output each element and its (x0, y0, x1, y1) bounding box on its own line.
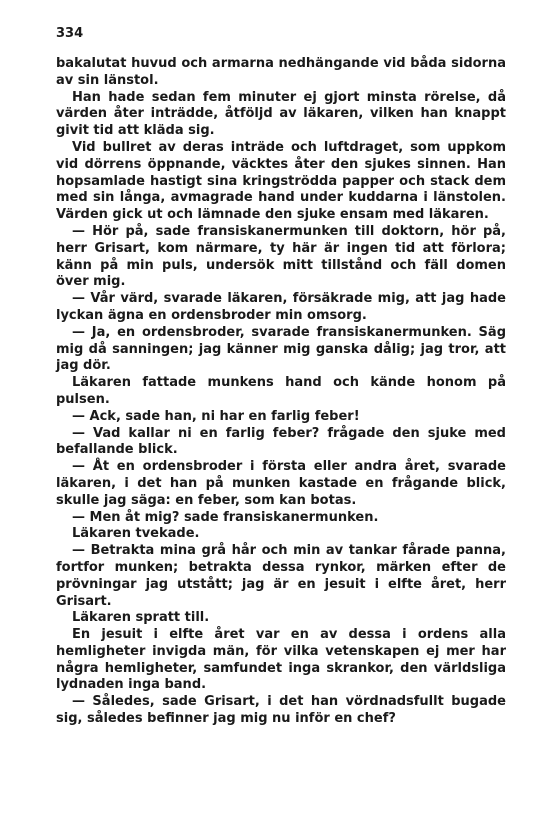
paragraph: — Ja, en ordensbroder, svarade fransiskanermunken. Säg mig då sanningen; jag känner mig ganska dålig; jag tror, att jag dör. (56, 324, 506, 374)
paragraph: bakalutat huvud och armarna nedhängande vid båda sidorna av sin länstol. (56, 56, 506, 88)
paragraph: — Hör på, sade fransiskanermunken till doktorn, hör på, herr Grisart, kom närmare, ty här är ingen tid att förlora; känn på min puls, undersök mitt tillstånd och fäll domen över mig. (56, 223, 506, 290)
paragraph: — Således, sade Grisart, i det han vördnadsfullt bugade sig, således befinner jag mig nu inför en chef? (56, 694, 506, 727)
paragraph: En jesuit i elfte året var en av dessa i ordens alla hemligheter invigda män, för vilka vetenskapen ej mer har några hemligheter, samfundet inga skrankor, den världsliga lydnaden inga band. (56, 627, 506, 693)
paragraph: Läkaren fattade munkens hand och kände honom på pulsen. (56, 375, 506, 407)
paragraph: — Betrakta mina grå hår och min av tankar fårade panna, fortfor munken; betrakta dessa rynkor, märken efter de prövningar jag utstått; jag är en jesuit i elfte året, herr Grisart. (56, 543, 506, 609)
paragraph: Läkaren spratt till. (72, 610, 210, 626)
paragraph: — Vår värd, svarade läkaren, försäkrade mig, att jag hade lyckan ägna en ordensbroder min omsorg. (56, 291, 506, 323)
paragraph: — Åt en ordensbroder i första eller andra året, svarade läkaren, i det han på munken kastade en frågande blick, skulle jag säga: en feber, som kan botas. (56, 459, 506, 508)
paragraph: — Men åt mig? sade fransiskanermunken. (72, 509, 379, 525)
paragraph: Läkaren tvekade. (72, 526, 200, 542)
paragraph: — Vad kallar ni en farlig feber? frågade den sjuke med befallande blick. (56, 425, 506, 458)
text-body (56, 56, 506, 728)
page-number: 334 (56, 26, 84, 41)
paragraph: Vid bullret av deras inträde och luftdraget, som uppkom vid dörrens öppnande, väcktes åter den sjukes sinnen. Han hopsamlade hastigt sina kringströdda papper och stack dem med sin långa, avmagrade hand under kuddarna i länstolen. Värden gick ut och lämnade den sjuke ensam med läkaren. (56, 139, 506, 223)
paragraph: — Ack, sade han, ni har en farlig feber! (72, 408, 360, 424)
paragraph: Han hade sedan fem minuter ej gjort minsta rörelse, då värden åter inträdde, åtföljd av läkaren, vilken han knappt givit tid att kläda sig. (56, 89, 506, 139)
